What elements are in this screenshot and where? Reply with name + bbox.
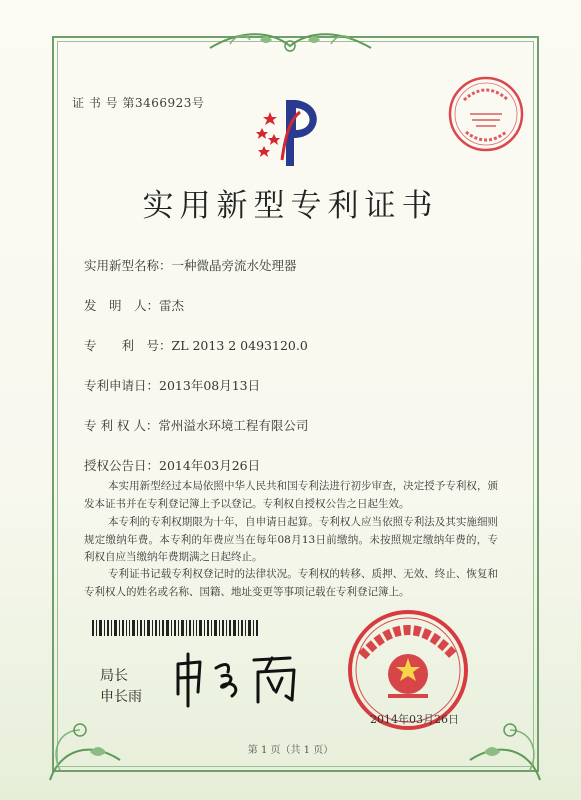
field-label: 专 利 权 人： <box>84 418 159 433</box>
patent-holder-field <box>84 416 308 434</box>
field-value: 一种微晶旁流水处理器 <box>171 258 297 273</box>
paragraph: 专利证书记载专利权登记时的法律状况。专利权的转移、质押、无效、终止、恢复和专利权人的姓名或名称、国籍、地址变更等事项记载在专利登记簿上。 <box>84 568 498 598</box>
field-value: ZL 2013 2 0493120.0 <box>171 338 308 353</box>
page-number: 第 1 页（共 1 页） <box>247 745 334 756</box>
field-label: 专利申请日： <box>84 378 160 393</box>
top-ornament-icon <box>200 20 381 60</box>
patent-number-field <box>84 336 308 354</box>
handwritten-signature-icon <box>170 650 320 710</box>
certificate-number: 证 书 号 第3466923号 <box>72 96 205 110</box>
field-value: 2014年03月26日 <box>159 458 261 473</box>
barcode-icon <box>92 620 258 636</box>
seal-date: 2014年03月26日 <box>370 713 459 726</box>
field-label: 发 明 人： <box>84 298 160 313</box>
field-label: 实用新型名称： <box>84 258 172 273</box>
registration-seal-icon <box>446 74 526 154</box>
field-label: 授权公告日： <box>84 458 160 473</box>
field-label: 专 利 号： <box>84 338 172 353</box>
grant-date-field <box>84 456 260 474</box>
utility-model-name-field <box>84 256 297 274</box>
inventor-field <box>84 296 184 314</box>
filing-date-field <box>84 376 260 394</box>
paragraph: 本专利的专利权期限为十年，自申请日起算。专利权人应当依照专利法及其实施细则规定缴纳年费。本专利的年费应当在每年08月13日前缴纳。未按照规定缴纳年费的，专利权自应当缴纳年费期满之日起终止。 <box>84 516 498 563</box>
field-value: 雷杰 <box>159 298 185 313</box>
director-name: 申长雨 <box>100 689 142 705</box>
page-title: 实用新型专利证书 <box>142 188 439 224</box>
patent-office-logo-icon <box>252 90 336 174</box>
field-value: 2013年08月13日 <box>159 378 261 393</box>
paragraph: 本实用新型经过本局依照中华人民共和国专利法进行初步审查，决定授予专利权，颁发本证书并在专利登记簿上予以登记。专利权自授权公告之日起生效。 <box>84 480 498 510</box>
director-title: 局长 <box>100 668 128 684</box>
field-value: 常州溢水环境工程有限公司 <box>158 418 309 433</box>
